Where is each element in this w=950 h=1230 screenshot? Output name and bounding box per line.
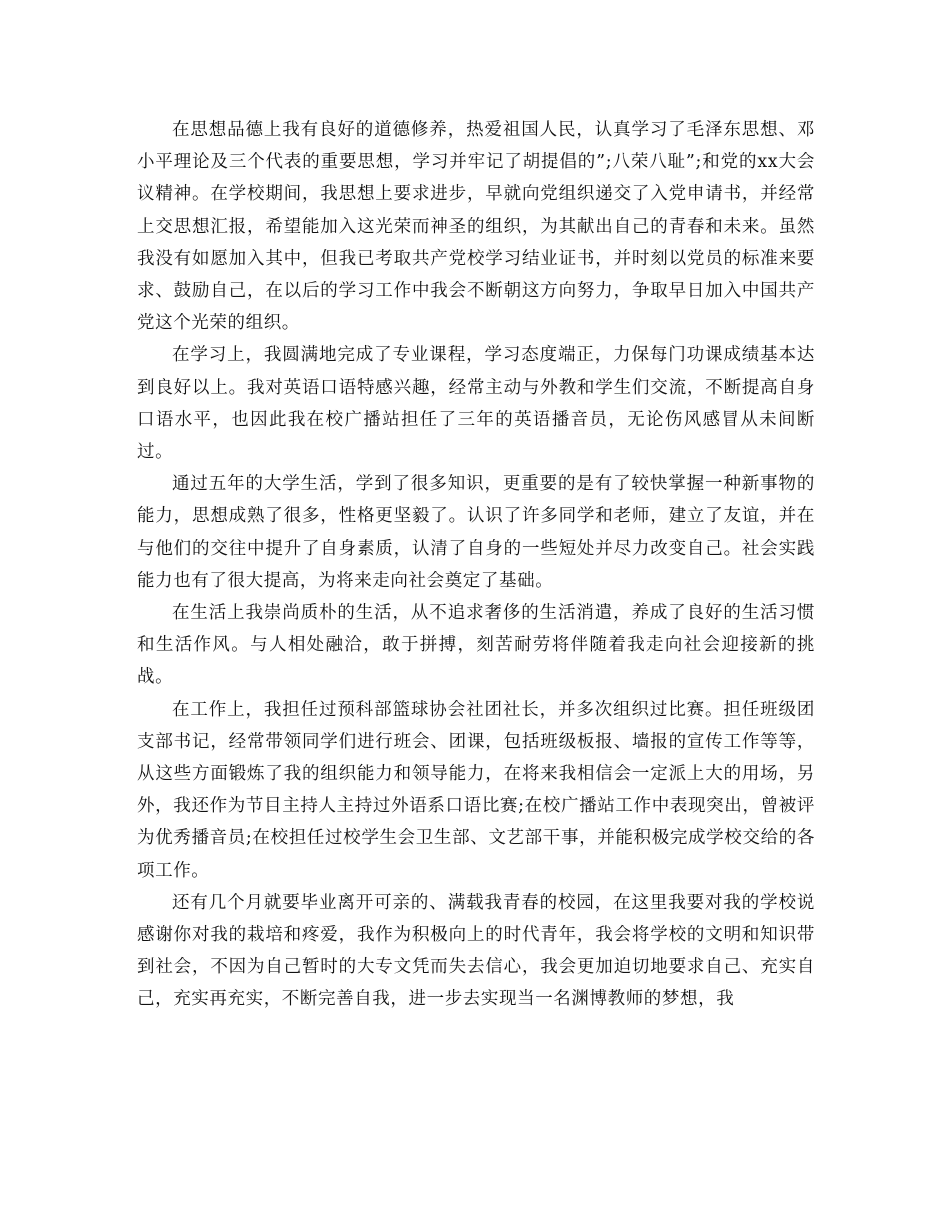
document-body — [137, 114, 815, 1016]
paragraph-lifestyle: 在生活上我崇尚质朴的生活，从不追求奢侈的生活消遣，养成了良好的生活习惯和生活作风。与人相处融洽，敢于拼搏，刻苦耐劳将伴随着我走向社会迎接新的挑战。 — [137, 603, 815, 688]
paragraph-work: 在工作上，我担任过预科部篮球协会社团社长，并多次组织过比赛。担任班级团支部书记，经常带领同学们进行班会、团课，包括班级板报、墙报的宣传工作等等，从这些方面锻炼了我的组织能力和领导能力，在将来我相信会一定派上大的用场，另外，我还作为节目主持人主持过外语系口语比赛;在校广播站工作中表现突出，曾被评为优秀播音员;在校担任过校学生会卫生部、文艺部干事，并能积极完成学校交给的各项工作。 — [137, 699, 815, 881]
paragraph-graduation: 还有几个月就要毕业离开可亲的、满载我青春的校园，在这里我要对我的学校说感谢你对我的栽培和疼爱，我作为积极向上的时代青年，我会将学校的文明和知识带到社会，不因为自己暂时的大专文凭而失去信心，我会更加迫切地要求自己、充实自己，充实再充实，不断完善自我，进一步去实现当一名渊博教师的梦想，我 — [137, 892, 815, 1010]
paragraph-ideology: 在思想品德上我有良好的道德修养，热爱祖国人民，认真学习了毛泽东思想、邓小平理论及三个代表的重要思想，学习并牢记了胡提倡的”;八荣八耻”;和党的xx大会议精神。在学校期间，我思想上要求进步，早就向党组织递交了入党申请书，并经常上交思想汇报，希望能加入这光荣而神圣的组织，为其献出自己的青春和未来。虽然我没有如愿加入其中，但我已考取共产党校学习结业证书，并时刻以党员的标准来要求、鼓励自己，在以后的学习工作中我会不断朝这方向努力，争取早日加入中国共产党这个光荣的组织。 — [137, 120, 815, 334]
paragraph-study: 在学习上，我圆满地完成了专业课程，学习态度端正，力保每门功课成绩基本达到良好以上。我对英语口语特感兴趣，经常主动与外教和学生们交流，不断提高自身口语水平，也因此我在校广播站担任了三年的英语播音员，无论伤风感冒从未间断过。 — [137, 345, 815, 463]
paragraph-university-life: 通过五年的大学生活，学到了很多知识，更重要的是有了较快掌握一种新事物的能力，思想成熟了很多，性格更坚毅了。认识了许多同学和老师，建立了友谊，并在与他们的交往中提升了自身素质，认清了自身的一些短处并尽力改变自己。社会实践能力也有了很大提高，为将来走向社会奠定了基础。 — [137, 474, 815, 591]
